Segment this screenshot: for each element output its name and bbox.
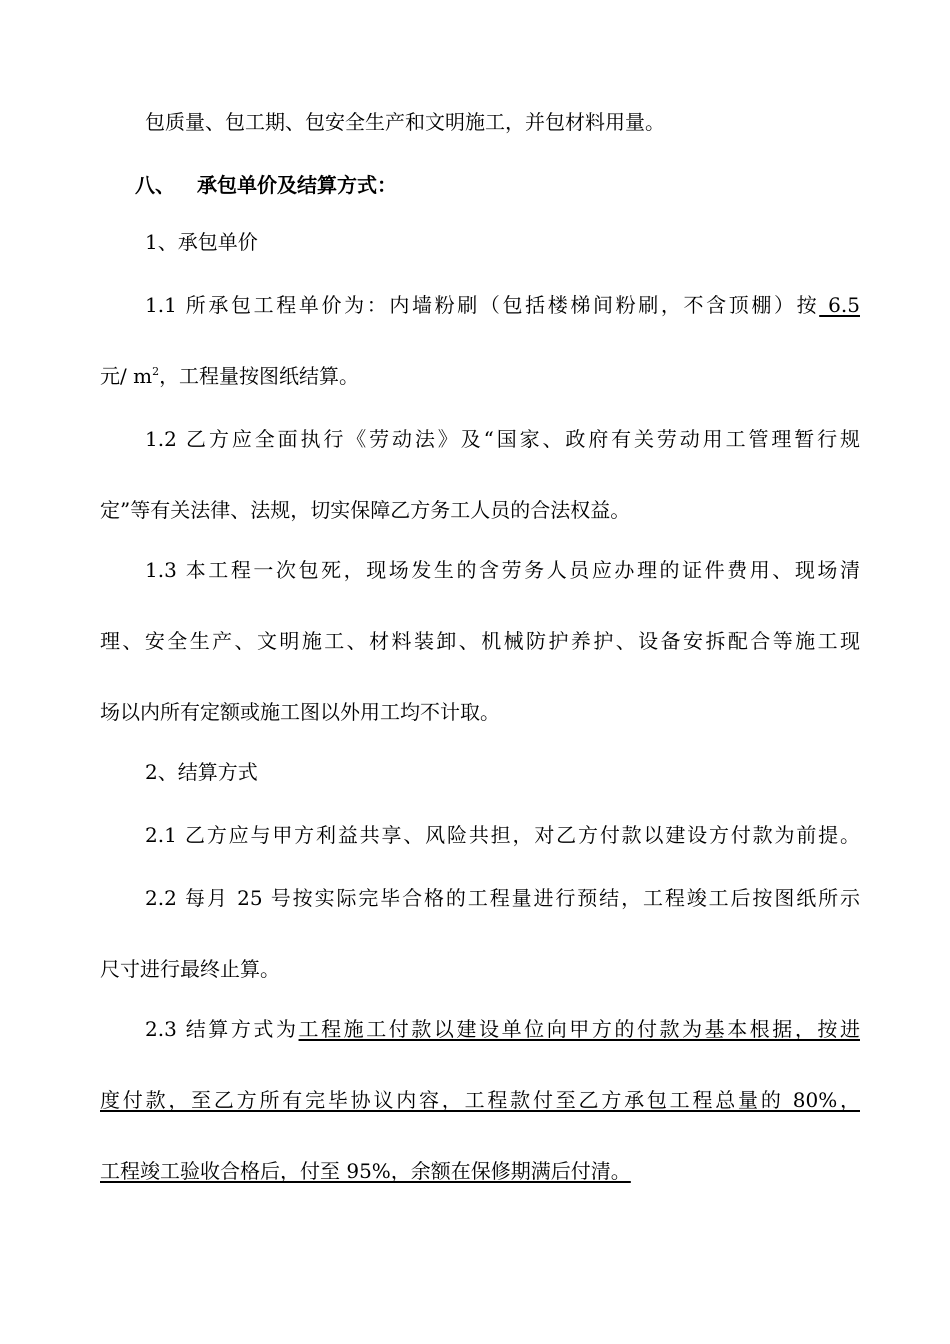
subsection-title	[145, 759, 860, 785]
text: 1.1 所承包工程单价为：内墙粉刷（包括楼梯间粉刷，不含顶棚）按	[145, 293, 820, 317]
text: 尺寸进行最终止算。	[100, 957, 280, 981]
paragraph-line	[145, 885, 860, 911]
unit-superscript: 2	[152, 365, 160, 378]
text: 2、结算方式	[145, 760, 258, 784]
paragraph-line	[100, 1158, 860, 1184]
paragraph-line	[145, 109, 860, 135]
underlined-text: 度付款，至乙方所有完毕协议内容，工程款付至乙方承包工程总量的 80%，	[100, 1088, 860, 1112]
underlined-text: 工程竣工验收合格后，付至 95%，余额在保修期满后付清。	[100, 1159, 631, 1183]
text: 2.3 结算方式为	[145, 1017, 299, 1041]
unit-text: 元/ m	[100, 364, 153, 388]
text: 场以内所有定额或施工图以外用工均不计取。	[100, 700, 500, 724]
heading-text: 承包单价及结算方式：	[197, 173, 397, 197]
price-value: 6.5	[819, 293, 860, 317]
paragraph-line	[100, 628, 860, 654]
text: 1、承包单价	[145, 230, 258, 254]
text: 2.1 乙方应与甲方利益共享、风险共担，对乙方付款以建设方付款为前提。	[145, 823, 860, 847]
paragraph-line	[145, 822, 860, 848]
paragraph-line	[100, 363, 860, 389]
paragraph-line	[145, 426, 860, 452]
paragraph-line	[100, 699, 860, 725]
section-heading	[135, 172, 895, 198]
text: 包质量、包工期、包安全生产和文明施工，并包材料用量。	[145, 110, 665, 134]
paragraph-line	[145, 1016, 860, 1042]
heading-number: 八、	[135, 173, 175, 197]
text: 1.2 乙方应全面执行《劳动法》及“国家、政府有关劳动用工管理暂行规	[145, 427, 860, 451]
paragraph-line	[100, 497, 860, 523]
text: ，工程量按图纸结算。	[159, 364, 360, 388]
underlined-text: 工程施工付款以建设单位向甲方的付款为基本根据，按进	[298, 1017, 860, 1041]
subsection-title	[145, 229, 860, 255]
paragraph-line	[145, 292, 860, 318]
text: 2.2 每月 25 号按实际完毕合格的工程量进行预结，工程竣工后按图纸所示	[145, 886, 860, 910]
paragraph-line	[100, 956, 860, 982]
text: 定”等有关法律、法规，切实保障乙方务工人员的合法权益。	[100, 498, 631, 522]
paragraph-line	[145, 557, 860, 583]
paragraph-line	[100, 1087, 860, 1113]
text: 理、安全生产、文明施工、材料装卸、机械防护养护、设备安拆配合等施工现	[100, 629, 860, 653]
text: 1.3 本工程一次包死，现场发生的含劳务人员应办理的证件费用、现场清	[145, 558, 860, 582]
